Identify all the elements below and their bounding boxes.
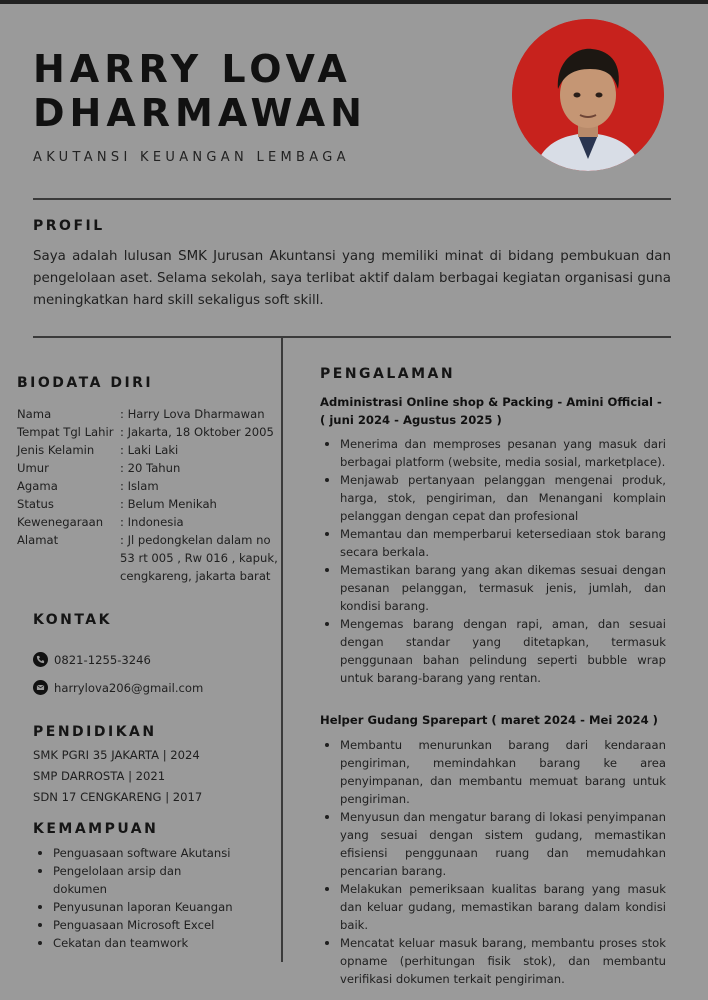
biodata-row (17, 459, 282, 477)
biodata-label: Tempat Tgl Lahir (17, 425, 114, 439)
pendidikan-list (33, 745, 202, 808)
biodata-value: : Islam (120, 479, 159, 493)
biodata-row (17, 477, 282, 495)
biodata-label: Nama (17, 407, 52, 421)
biodata-label: Umur (17, 461, 49, 475)
education-item: SMK PGRI 35 JAKARTA | 2024 (33, 748, 200, 762)
duty-item: Membantu menurunkan barang dari kendaraan pengiriman, memindahkan barang ke area penyimpanan, dan membantu memuat barang untuk pengiriman. (320, 736, 666, 808)
phone-number[interactable]: 0821-1255-3246 (54, 652, 151, 667)
top-border (0, 0, 708, 4)
job-title: Administrasi Online shop & Packing - Amini Official - ( juni 2024 - Agustus 2025 ) (320, 395, 662, 427)
biodata-value: : 20 Tahun (120, 461, 181, 475)
education-item: SMP DARROSTA | 2021 (33, 769, 166, 783)
biodata-row (17, 495, 282, 513)
biodata-label: Alamat (17, 533, 59, 547)
job-subtitle: AKUTANSI KEUANGAN LEMBAGA (33, 150, 350, 165)
contact-phone (33, 652, 151, 667)
person-portrait-icon (512, 19, 664, 171)
duty-item: Menyusun dan mengatur barang di lokasi penyimpanan yang sesuai dengan sistem gudang, memastikan efisiensi penggunaan ruang dan memudahkan pencarian barang. (320, 808, 666, 880)
duty-item: Mengemas barang dengan rapi, aman, dan sesuai dengan standar yang ditetapkan, termasuk penggunaan bahan pelindung seperti bubble wrap untuk barang-barang yang rentan. (320, 615, 666, 687)
duty-item: Menjawab pertanyaan pelanggan mengenai produk, harga, stok, pengiriman, dan Menangani komplain pelanggan dengan cepat dan profesional (320, 471, 666, 525)
biodata-value: : Laki Laki (120, 443, 179, 457)
biodata-heading: BIODATA DIRI (17, 375, 154, 391)
duty-item: Memantau dan memperbarui ketersediaan stok barang secara berkala. (320, 525, 666, 561)
skill-item: Penguasaan Microsoft Excel (33, 916, 278, 934)
biodata-table (17, 405, 282, 585)
email-address[interactable]: harrylova206@gmail.com (54, 680, 204, 695)
biodata-row (17, 531, 282, 585)
biodata-row (17, 405, 282, 423)
skill-item: Penguasaan software Akutansi (33, 844, 278, 862)
skill-item: Penyusunan laporan Keuangan (33, 898, 278, 916)
pengalaman-heading: PENGALAMAN (320, 366, 456, 382)
duty-item: Menerima dan memproses pesanan yang masuk dari berbagai platform (website, media sosial, marketplace). (320, 435, 666, 471)
name-line-1: HARRY LOVA (33, 47, 352, 91)
kemampuan-heading: KEMAMPUAN (33, 821, 159, 837)
job-duties-list (320, 736, 666, 988)
profil-text: Saya adalah lulusan SMK Jurusan Akuntansi yang memiliki minat di bidang pembukuan dan pengelolaan aset. Selama sekolah, saya terlibat aktif dalam berbagai kegiatan organisasi guna meningkatkan hard skill sekaligus soft skill. (33, 249, 671, 308)
job-title: Helper Gudang Sparepart ( maret 2024 - Mei 2024 ) (320, 713, 658, 727)
full-name (33, 47, 367, 135)
education-item: SDN 17 CENGKARENG | 2017 (33, 790, 203, 804)
skill-item: Cekatan dan teamwork (33, 934, 278, 952)
duty-item: Melakukan pemeriksaan kualitas barang yang masuk dan keluar gudang, memastikan barang dalam kondisi baik. (320, 880, 666, 934)
pendidikan-heading: PENDIDIKAN (33, 724, 157, 740)
biodata-label: Jenis Kelamin (17, 443, 95, 457)
contact-email (33, 680, 203, 695)
kemampuan-list (33, 844, 278, 952)
biodata-label: Agama (17, 479, 58, 493)
phone-icon (33, 652, 48, 667)
kontak-heading: KONTAK (33, 612, 112, 628)
biodata-value: : Indonesia (120, 515, 184, 529)
divider-profil (33, 336, 671, 338)
biodata-label: Kewenegaraan (17, 515, 104, 529)
biodata-value: : Jakarta, 18 Oktober 2005 (120, 425, 274, 439)
profil-heading: PROFIL (33, 218, 105, 234)
duty-item: Mencatat keluar masuk barang, membantu proses stok opname (perhitungan fisik stok), dan membantu verifikasi dokumen terkait pengiriman. (320, 934, 666, 988)
biodata-row (17, 423, 282, 441)
job-duties-list (320, 435, 666, 687)
biodata-value: : Harry Lova Dharmawan (120, 407, 265, 421)
profile-photo (512, 19, 664, 171)
email-icon (33, 680, 48, 695)
biodata-value: : Belum Menikah (120, 497, 217, 511)
biodata-label: Status (17, 497, 54, 511)
duty-item: Memastikan barang yang akan dikemas sesuai dengan pesanan pelanggan, termasuk jenis, jumlah, dan kondisi barang. (320, 561, 666, 615)
biodata-value: : Jl pedongkelan dalam no 53 rt 005 , Rw 016 , kapuk, cengkareng, jakarta barat (120, 533, 278, 583)
skill-item: Pengelolaan arsip dan dokumen (33, 862, 193, 898)
biodata-row (17, 441, 282, 459)
divider-header (33, 198, 671, 200)
name-line-2: DHARMAWAN (33, 91, 367, 135)
biodata-row (17, 513, 282, 531)
